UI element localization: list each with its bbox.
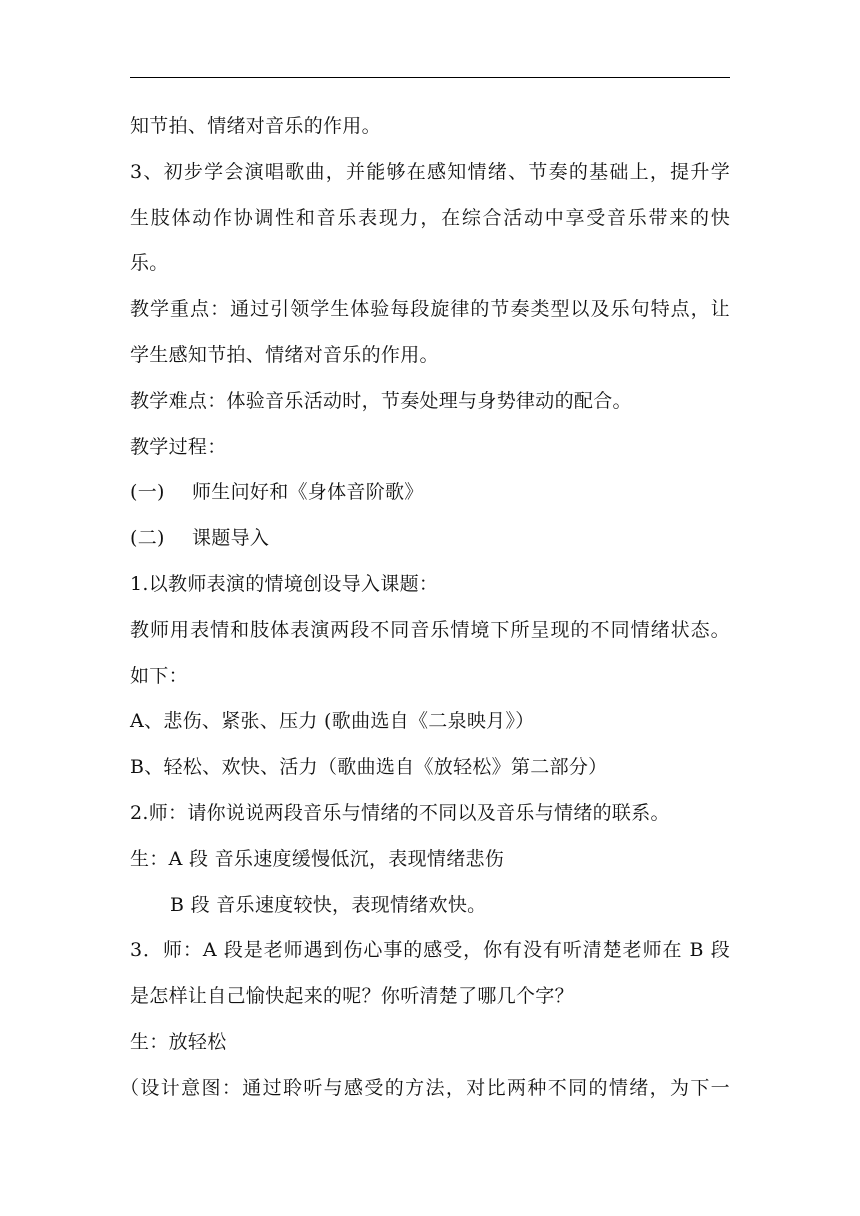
text-line: B 段 音乐速度较快，表现情绪欢快。	[170, 893, 487, 916]
text-line: 乐。	[130, 252, 169, 275]
text-line: B、轻松、欢快、活力（歌曲选自《放轻松》第二部分）	[130, 756, 608, 779]
list-marker: (二)	[130, 527, 165, 550]
text-line: 教师用表情和肢体表演两段不同音乐情境下所呈现的不同情绪状态。	[130, 618, 730, 641]
text-line: 1.以教师表演的情境创设导入课题：	[130, 572, 439, 595]
text-line: 2.师：请你说说两段音乐与情绪的不同以及音乐与情绪的联系。	[130, 801, 670, 824]
text-line: 教学难点：体验音乐活动时，节奏处理与身势律动的配合。	[130, 389, 632, 412]
text-line: 如下：	[130, 664, 188, 687]
list-item-text: 课题导入	[192, 527, 270, 550]
list-item	[130, 516, 730, 562]
text-line: 学生感知节拍、情绪对音乐的作用。	[130, 343, 439, 366]
text-line: 教学过程：	[130, 435, 227, 458]
text-line: （设计意图：通过聆听与感受的方法，对比两种不同的情绪，为下一	[120, 1076, 730, 1099]
text-line: 生：放轻松	[130, 1030, 227, 1053]
text-line: 教学重点：通过引领学生体验每段旋律的节奏类型以及乐句特点，让	[130, 298, 730, 321]
text-line: A、悲伤、紧张、压力 (歌曲选自《二泉映月》）	[130, 710, 535, 733]
text-line: 知节拍、情绪对音乐的作用。	[130, 115, 381, 137]
text-line: 生：A 段 音乐速度缓慢低沉，表现情绪悲伤	[130, 847, 505, 870]
header-rule	[130, 77, 730, 78]
list-item	[130, 470, 730, 516]
text-line: 3、初步学会演唱歌曲，并能够在感知情绪、节奏的基础上，提升学	[130, 160, 730, 183]
text-line: 生肢体动作协调性和音乐表现力，在综合活动中享受音乐带来的快	[130, 206, 730, 229]
text-line: 是怎样让自己愉快起来的呢？你听清楚了哪几个字？	[130, 985, 574, 1008]
list-marker: (一)	[130, 481, 165, 504]
list-item-text: 师生问好和《身体音阶歌》	[192, 481, 424, 504]
document-body	[120, 104, 730, 1112]
text-line: 3．师：A 段是老师遇到伤心事的感受，你有没有听清楚老师在 B 段	[130, 939, 730, 962]
